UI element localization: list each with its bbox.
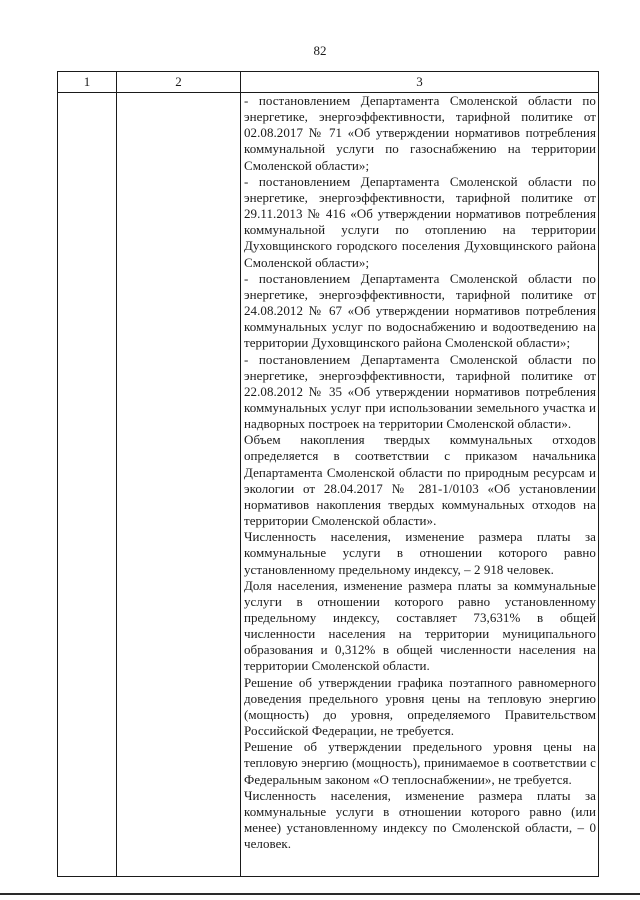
paragraph: - постановлением Департамента Смоленской области по энергетике, энергоэффективности, тарифной политике от 22.08.2012 № 35 «Об утверждении нормативов потребления коммунальных услуг при использовании земельного участка и надворных построек на территории Смоленской области». [244,351,596,432]
paragraph: Численность населения, изменение размера платы за коммунальные услуги в отношении которого равно установленному предельному индексу, – 2 918 человек. [244,529,596,577]
column-header-2: 2 [117,72,241,93]
cell-column-3 [241,93,599,877]
paragraph: Доля населения, изменение размера платы за коммунальные услуги в отношении которого равно установленному предельному индексу, составляет 73,631% в общей численности населения на территории муниципального образования и 0,312% в общей численности населения на территории Смоленской области. [244,577,596,674]
paragraph: Решение об утверждении графика поэтапного равномерного доведения предельного уровня цены на тепловую энергию (мощность) до уровня, определяемого Правительством Российской Федерации, не требуется. [244,674,596,739]
paragraph: Объем накопления твердых коммунальных отходов определяется в соответствии с приказом начальника Департамента Смоленской области по природным ресурсам и экологии от 28.04.2017 № 281-1/0103 «Об установлении нормативов накопления твердых коммунальных отходов на территории Смоленской области». [244,432,596,529]
cell-text [241,93,598,852]
footer-rule [0,893,640,895]
table-row [58,93,599,877]
paragraph: - постановлением Департамента Смоленской области по энергетике, энергоэффективности, тарифной политике от 24.08.2012 № 67 «Об утверждении нормативов потребления коммунальных услуг по водоснабжению и водоотведению на территории Духовщинского района Смоленской области»; [244,270,596,351]
page-number: 82 [313,43,327,58]
cell-column-1 [58,93,117,877]
column-header-1: 1 [58,72,117,93]
document-table [57,71,599,877]
paragraph: - постановлением Департамента Смоленской области по энергетике, энергоэффективности, тарифной политике от 29.11.2013 № 416 «Об утверждении нормативов потребления коммунальной услуги по отоплению на территории Духовщинского городского поселения Духовщинского района Смоленской области»; [244,173,596,270]
cell-column-2 [117,93,241,877]
column-header-3: 3 [241,72,599,93]
table-header-row [58,72,599,93]
paragraph: Численность населения, изменение размера платы за коммунальные услуги в отношении которого равно (или менее) установленному индексу по Смоленской области, – 0 человек. [244,787,596,852]
paragraph: Решение об утверждении предельного уровня цены на тепловую энергию (мощность), принимаемое в соответствии с Федеральным законом «О теплоснабжении», не требуется. [244,739,596,787]
paragraph: - постановлением Департамента Смоленской области по энергетике, энергоэффективности, тарифной политике от 02.08.2017 № 71 «Об утверждении нормативов потребления коммунальной услуги по газоснабжению на территории Смоленской области»; [244,93,596,173]
